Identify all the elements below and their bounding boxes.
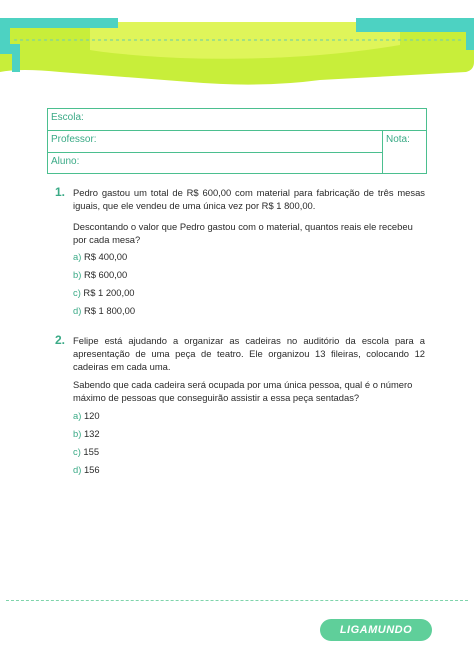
student-info-table bbox=[47, 108, 427, 174]
logo-text: LIGAMUNDO bbox=[339, 624, 413, 636]
footer-dashed-line bbox=[6, 600, 468, 601]
aluno-label: Aluno: bbox=[51, 156, 80, 167]
question-statement: Felipe está ajudando a organizar as cadeiras no auditório da escola para a apresentação de uma peça de teatro. Ele organizou 13 fileiras, colocando 12 cadeiras em cada uma. bbox=[73, 335, 425, 372]
ligamundo-logo bbox=[320, 619, 432, 641]
aluno-field[interactable] bbox=[48, 153, 383, 173]
header-banner-graphic bbox=[0, 0, 474, 100]
header-banner bbox=[0, 0, 474, 100]
option-b[interactable]: b) R$ 600,00 bbox=[73, 269, 128, 280]
option-d[interactable]: d) R$ 1 800,00 bbox=[73, 305, 136, 316]
professor-field[interactable] bbox=[48, 131, 383, 153]
option-b[interactable]: b) 132 bbox=[73, 428, 100, 439]
option-c[interactable]: c) R$ 1 200,00 bbox=[73, 287, 135, 298]
escola-label: Escola: bbox=[51, 112, 84, 123]
question-prompt: Descontando o valor que Pedro gastou com o material, quantos reais ele recebeu por cada mesa? bbox=[73, 221, 413, 245]
professor-label: Professor: bbox=[51, 134, 97, 145]
escola-field[interactable] bbox=[48, 109, 426, 131]
question-number: 2. bbox=[55, 333, 66, 347]
nota-field[interactable] bbox=[383, 131, 426, 173]
option-a[interactable]: a) R$ 400,00 bbox=[73, 251, 128, 262]
nota-label: Nota: bbox=[386, 134, 410, 145]
question-statement: Pedro gastou um total de R$ 600,00 com material para fabricação de três mesas iguais, que ele vendeu de uma única vez por R$ 1 800,00. bbox=[73, 187, 425, 211]
option-a[interactable]: a) 120 bbox=[73, 410, 100, 421]
option-d[interactable]: d) 156 bbox=[73, 464, 100, 475]
question-prompt: Sabendo que cada cadeira será ocupada por uma única pessoa, qual é o número máximo de pessoas que conseguirão assistir a essa peça sentadas? bbox=[73, 379, 413, 403]
question-number: 1. bbox=[55, 185, 66, 199]
option-c[interactable]: c) 155 bbox=[73, 446, 100, 457]
